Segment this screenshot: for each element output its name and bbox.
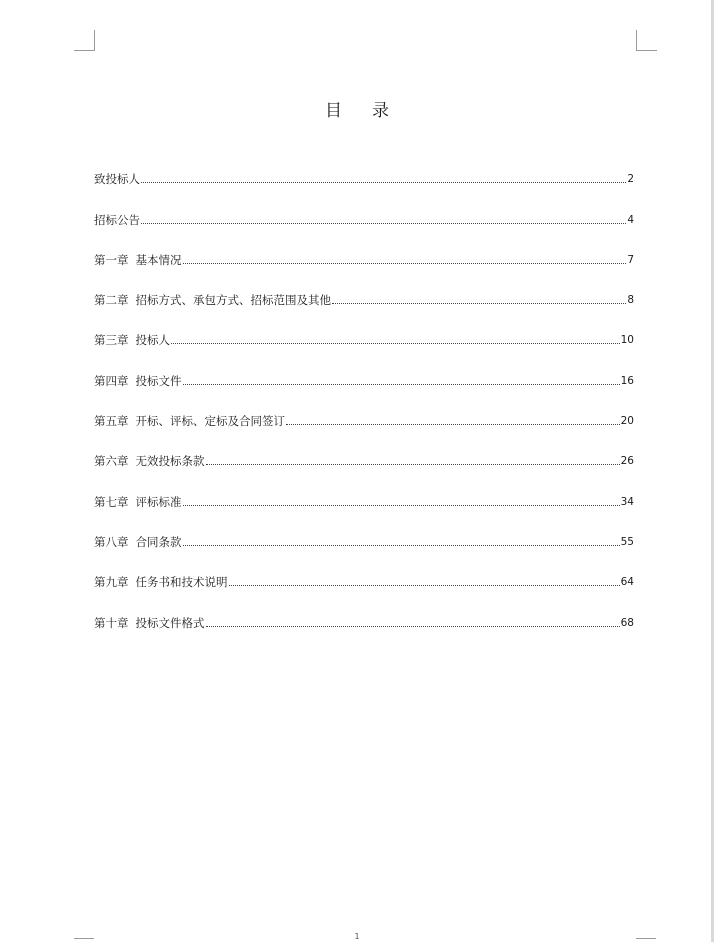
toc-dot-leader: [229, 584, 620, 586]
toc-entry[interactable]: [94, 229, 634, 269]
toc-entry-label: [94, 614, 205, 632]
toc-entry-page: 20: [620, 415, 634, 428]
toc-entry-label: [94, 533, 182, 551]
toc-dot-leader: [171, 342, 620, 344]
toc-entry-label: [94, 493, 182, 511]
toc-entry-chapter: 第三章: [94, 333, 129, 348]
toc-entry-chapter: 第六章: [94, 454, 129, 469]
toc-entry-text: 无效投标条款: [135, 454, 205, 469]
toc-entry-label: [94, 573, 228, 591]
toc-entry-text: 合同条款: [135, 534, 182, 549]
toc-dot-leader: [141, 181, 626, 183]
toc-entry-label: [94, 251, 182, 269]
toc-entry-text: 基本情况: [135, 252, 182, 267]
toc-entry[interactable]: [94, 430, 634, 470]
toc-entry-page: 64: [620, 576, 634, 589]
toc-entry[interactable]: [94, 188, 634, 228]
toc-entry-chapter: 第二章: [94, 293, 129, 308]
toc-dot-leader: [141, 222, 626, 224]
toc-entry-page: 8: [627, 294, 634, 307]
toc-entry-text: 开标、评标、定标及合同签订: [135, 414, 285, 429]
toc-entry-page: 2: [627, 173, 634, 186]
toc-entry-page: 10: [620, 334, 634, 347]
toc-dot-leader: [183, 544, 620, 546]
toc-dot-leader: [206, 625, 620, 627]
toc-entry[interactable]: [94, 470, 634, 510]
toc-entry-text: 投标文件格式: [135, 615, 205, 630]
toc-entry-page: 4: [627, 213, 634, 226]
toc-entry-label: [94, 412, 285, 430]
toc-entry[interactable]: [94, 309, 634, 349]
page-number: 1: [354, 932, 360, 941]
toc-entry-chapter: 第七章: [94, 494, 129, 509]
toc-entry[interactable]: [94, 349, 634, 389]
toc-entry-chapter: 第一章: [94, 252, 129, 267]
toc-entry-text: 投标人: [135, 333, 170, 348]
toc-dot-leader: [183, 262, 627, 264]
toc-dot-leader: [286, 423, 620, 425]
toc-entry-text: 投标文件: [135, 373, 182, 388]
toc-entry-text: 招标公告: [94, 212, 140, 227]
toc-entry-label: [94, 372, 182, 390]
toc-entry-text: 招标方式、承包方式、招标范围及其他: [135, 293, 331, 308]
toc-entry-label: [94, 170, 140, 188]
toc-entry-label: [94, 452, 205, 470]
toc-dot-leader: [183, 383, 620, 385]
toc-entry-text: 任务书和技术说明: [135, 575, 228, 590]
toc-entry[interactable]: [94, 511, 634, 551]
toc-entry-page: 16: [620, 374, 634, 387]
toc-title: 目录: [325, 101, 419, 121]
toc-entry-label: [94, 291, 331, 309]
crop-mark-top-right: [636, 30, 657, 51]
toc-dot-leader: [183, 504, 620, 506]
toc-entry-text: 评标标准: [135, 494, 182, 509]
toc-entry-chapter: 第十章: [94, 615, 129, 630]
toc-entry-page: 55: [620, 535, 634, 548]
toc-entry[interactable]: [94, 390, 634, 430]
toc-entry[interactable]: [94, 551, 634, 591]
toc-entry-chapter: 第五章: [94, 414, 129, 429]
toc-entry-page: 34: [620, 495, 634, 508]
toc-entry-label: [94, 331, 170, 349]
toc-entry-chapter: 第八章: [94, 534, 129, 549]
toc-entry-text: 致投标人: [94, 172, 140, 187]
toc-dot-leader: [332, 302, 626, 304]
toc-entry[interactable]: [94, 148, 634, 188]
toc-entry-page: 68: [620, 616, 634, 629]
toc-entry[interactable]: [94, 591, 634, 631]
toc-entry-page: 7: [627, 253, 634, 266]
toc-entry-chapter: 第四章: [94, 373, 129, 388]
toc-entry-chapter: 第九章: [94, 575, 129, 590]
toc-entry[interactable]: [94, 269, 634, 309]
table-of-contents: [94, 148, 634, 632]
toc-dot-leader: [206, 463, 620, 465]
toc-entry-page: 26: [620, 455, 634, 468]
crop-mark-top-left: [74, 30, 95, 51]
toc-entry-label: [94, 211, 140, 229]
